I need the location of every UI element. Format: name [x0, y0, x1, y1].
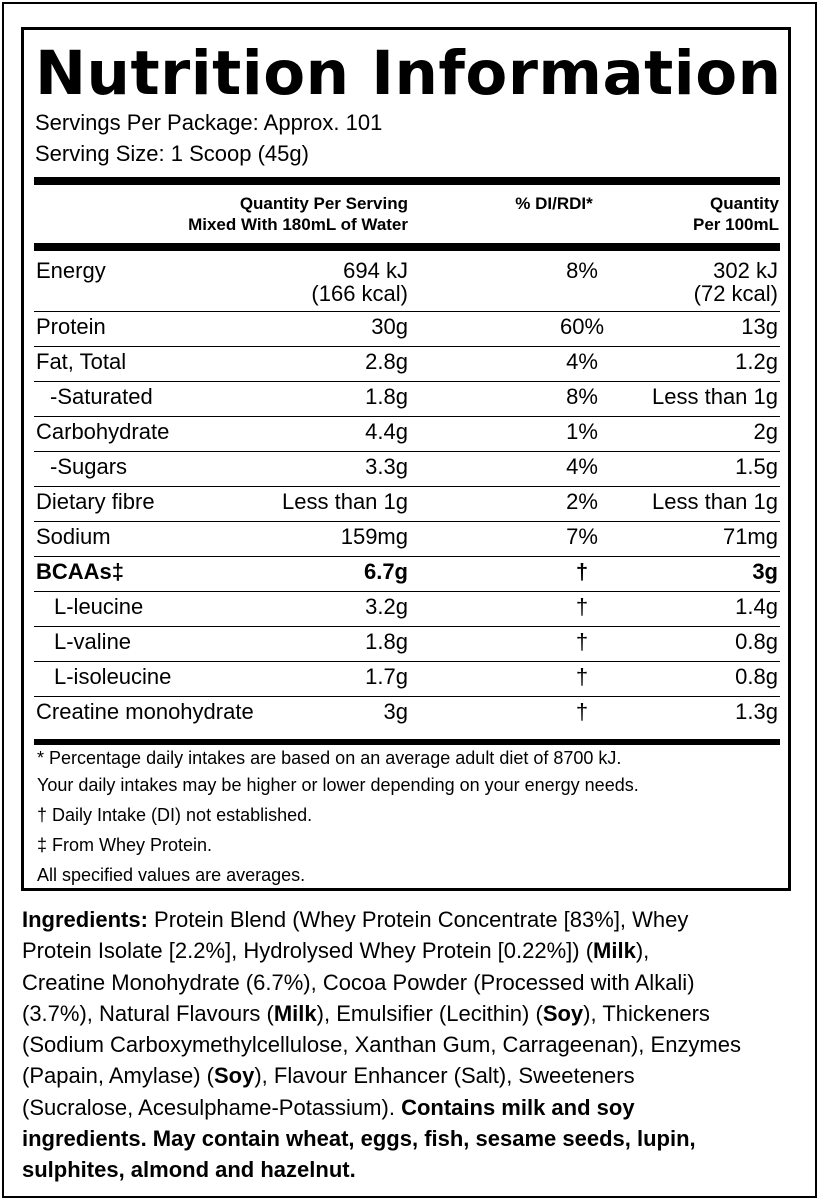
per-100ml-value: 1.2g	[735, 349, 778, 374]
nutrient-name: L-isoleucine	[54, 664, 172, 689]
footnote-di-basis: * Percentage daily intakes are based on an average adult diet of 8700 kJ.	[37, 748, 622, 768]
per-serving-value: 694 kJ (166 kcal)	[311, 258, 408, 306]
table-row	[34, 347, 780, 382]
thick-divider	[34, 243, 780, 251]
table-row	[34, 627, 780, 662]
di-value: †	[575, 699, 589, 724]
panel-title: Nutrition Information	[35, 38, 782, 109]
di-value: †	[575, 629, 589, 654]
per-serving-value: 3.2g	[365, 594, 408, 619]
di-value: 8%	[566, 384, 598, 409]
per-serving-value: 3g	[383, 699, 408, 724]
per-100ml-value: 1.3g	[735, 699, 778, 724]
per-serving-value: 30g	[371, 314, 408, 339]
per-100ml-value: Less than 1g	[652, 384, 778, 409]
per-100ml-value: 0.8g	[735, 664, 778, 689]
per-100ml-value: 3g	[752, 559, 778, 584]
header-per-serving: Quantity Per Serving Mixed With 180mL of Water	[188, 194, 408, 234]
per-100ml-value: Less than 1g	[652, 489, 778, 514]
nutrient-name: Energy	[36, 258, 106, 283]
thick-divider	[34, 177, 780, 185]
table-row	[34, 522, 780, 557]
per-100ml-value: 13g	[741, 314, 778, 339]
di-value: †	[575, 664, 589, 689]
per-100ml-value: 2g	[753, 419, 778, 444]
table-row	[34, 557, 780, 592]
nutrient-name: -Sugars	[50, 454, 128, 479]
servings-per-package: Servings Per Package: Approx. 101	[35, 110, 383, 135]
header-di: % DI/RDI*	[515, 194, 593, 213]
table-row	[34, 382, 780, 417]
per-serving-value: 1.8g	[365, 384, 408, 409]
per-serving-value: Less than 1g	[282, 489, 408, 514]
per-serving-value: 4.4g	[365, 419, 408, 444]
table-row	[34, 697, 780, 731]
table-row	[34, 592, 780, 627]
allergen-statement: sulphites, almond and hazelnut.	[22, 1157, 356, 1183]
nutrient-name: Dietary fibre	[36, 489, 155, 514]
footnote-energy-needs: Your daily intakes may be higher or lower depending on your energy needs.	[37, 775, 639, 795]
di-value: 7%	[566, 524, 598, 549]
nutrient-name: Protein	[36, 314, 106, 339]
per-serving-value: 1.7g	[365, 664, 408, 689]
table-row	[34, 256, 780, 312]
di-value: 60%	[559, 314, 605, 339]
nutrient-name: Sodium	[36, 524, 111, 549]
per-serving-value: 2.8g	[365, 349, 408, 374]
allergen-statement: ingredients. May contain wheat, eggs, fish, sesame seeds, lupin,	[22, 1126, 696, 1152]
table-row	[34, 452, 780, 487]
per-100ml-value: 0.8g	[735, 629, 778, 654]
di-value: †	[575, 594, 589, 619]
nutrient-name: L-valine	[54, 629, 132, 654]
di-value: 1%	[566, 419, 598, 444]
nutrient-name: -Saturated	[50, 384, 153, 409]
nutrition-panel	[21, 27, 791, 891]
nutrient-table	[34, 256, 780, 731]
di-value: 4%	[566, 349, 598, 374]
per-serving-value: 6.7g	[363, 559, 408, 584]
allergen-soy: Soy	[542, 1000, 584, 1026]
nutrient-name: Fat, Total	[36, 349, 127, 374]
ingredients-statement: Ingredients: Protein Blend (Whey Protein Concentrate [83%], Whey Protein Isolate [2.2%], Hydrolysed Whey Protein [0.22%]) (Milk), Creatine Monohydrate (6.7%), Cocoa Powder (Processed with Alkali) (3.7%), Natural Flavours (Milk), Emulsifier (Lecithin) (Soy), Thickeners (Sodium Carboxymethylcellulose, Xanthan Gum, Carrageenan), Enzymes (Papain, Amylase) (Soy), Flavour Enhancer (Salt), Sweeteners (Sucralose, Acesulphame-Potassium). Contains milk and soy ingredients. May contain wheat, eggs, fish, sesame seeds, lupin, sulphites, almond and hazelnut.	[22, 907, 741, 1183]
nutrient-name: Creatine monohydrate	[36, 699, 254, 724]
serving-size: Serving Size: 1 Scoop (45g)	[35, 141, 309, 166]
per-serving-value: 3.3g	[365, 454, 408, 479]
per-serving-value: 1.8g	[365, 629, 408, 654]
allergen-statement: Contains milk and soy	[401, 1094, 635, 1120]
di-value: 2%	[566, 489, 598, 514]
allergen-milk: Milk	[593, 938, 636, 964]
per-100ml-value: 1.4g	[735, 594, 778, 619]
di-value: 4%	[566, 454, 598, 479]
per-100ml-value: 1.5g	[735, 454, 778, 479]
di-value: 8%	[566, 258, 598, 283]
table-row	[34, 662, 780, 697]
footnote-averages: All specified values are averages.	[37, 865, 306, 885]
table-row	[34, 417, 780, 452]
footnote-double-dagger: ‡ From Whey Protein.	[37, 835, 213, 855]
allergen-milk: Milk	[273, 1000, 317, 1026]
nutrient-name: BCAAs‡	[36, 559, 125, 584]
footnote-dagger: † Daily Intake (DI) not established.	[37, 805, 313, 825]
header-per-100ml: Quantity Per 100mL	[693, 194, 779, 234]
ingredients-label: Ingredients:	[22, 907, 148, 932]
table-row	[34, 487, 780, 522]
allergen-soy: Soy	[213, 1063, 255, 1089]
footnotes	[37, 745, 639, 889]
per-100ml-value: 302 kJ (72 kcal)	[693, 258, 778, 306]
table-row	[34, 312, 780, 347]
di-value: †	[575, 559, 589, 584]
nutrient-name: L-leucine	[54, 594, 144, 619]
nutrient-name: Carbohydrate	[36, 419, 170, 444]
per-100ml-value: 71mg	[722, 524, 778, 549]
per-serving-value: 159mg	[340, 524, 408, 549]
